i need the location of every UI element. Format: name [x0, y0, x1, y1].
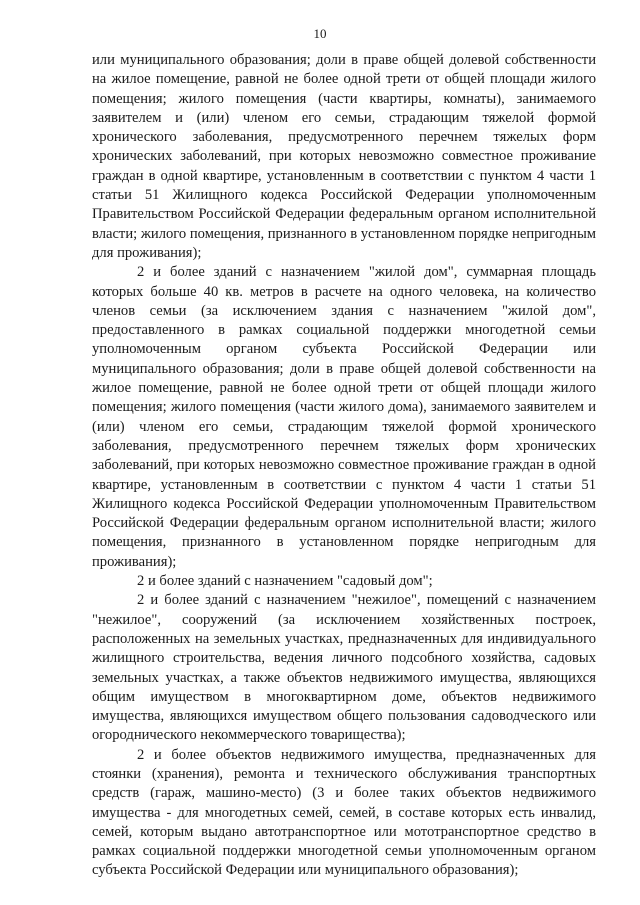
- document-body: [92, 51, 596, 881]
- page-number: 10: [313, 26, 327, 41]
- paragraph-continuation: или муниципального образования; доли в праве общей долевой собственности на жилое помещение, равной не более одной трети от общей площади жилого помещения; жилого помещения (части квартиры, комнаты), занимаемого заявителем и (или) членом его семьи, страдающим тяжелой формой хронического заболевания, предусмотренного перечнем тяжелых форм хронических заболеваний, при которых невозможно совместное проживание граждан в одной квартире, установленным в соответствии с пунктом 4 части 1 статьи 51 Жилищного кодекса Российской Федерации уполномоченным Правительством Российской Федерации федеральным органом исполнительной власти; жилого помещения, признанного в установленном порядке непригодным для проживания);: [92, 52, 597, 261]
- paragraph-vehicle-storage: 2 и более объектов недвижимого имущества, предназначенных для стоянки (хранения), ремонта и технического обслуживания транспортных средств (гараж, машино-место) (3 и более таких объектов недвижимого имущества - для многодетных семей, семей, в составе которых есть инвалид, семей, которым выдано автотранспортное или мототранспортное средство в рамках социальной поддержки многодетной семьи уполномоченным органом субъекта Российской Федерации или муниципального образования);: [92, 746, 596, 879]
- paragraph-garden-houses: 2 и более зданий с назначением "садовый дом";: [137, 573, 433, 590]
- paragraph-residential-houses: 2 и более зданий с назначением "жилой дом", суммарная площадь которых больше 40 кв. метров в расчете на одного человека, на количество членов семьи (за исключением здания с назначением "жилой дом", предоставленного в рамках социальной поддержки многодетной семьи уполномоченным органом субъекта Российской Федерации или муниципального образования; доли в праве общей долевой собственности на жилое помещение, равной не более одной трети от общей площади жилого помещения; жилого помещения (части жилого дома), занимаемого заявителем и (или) членом его семьи, страдающим тяжелой формой хронического заболевания, предусмотренного перечнем тяжелых форм хронических заболеваний, при которых невозможно совместное проживание граждан в одной квартире, установленным в соответствии с пунктом 4 части 1 статьи 51 Жилищного кодекса Российской Федерации уполномоченным Правительством Российской Федерации федеральным органом исполнительной власти; жилого помещения, признанного в установленном порядке непригодным для проживания);: [92, 264, 596, 570]
- paragraph-non-residential: 2 и более зданий с назначением "нежилое", помещений с назначением "нежилое", сооружений (за исключением хозяйственных построек, расположенных на земельных участках, предназначенных для индивидуального жилищного строительства, ведения личного подсобного хозяйства, садовых земельных участках, а также объектов недвижимого имущества, являющихся общим имуществом в многоквартирном доме, объектов недвижимого имущества, являющихся имуществом общего пользования садоводческого или огороднического некоммерческого товарищества);: [92, 592, 596, 744]
